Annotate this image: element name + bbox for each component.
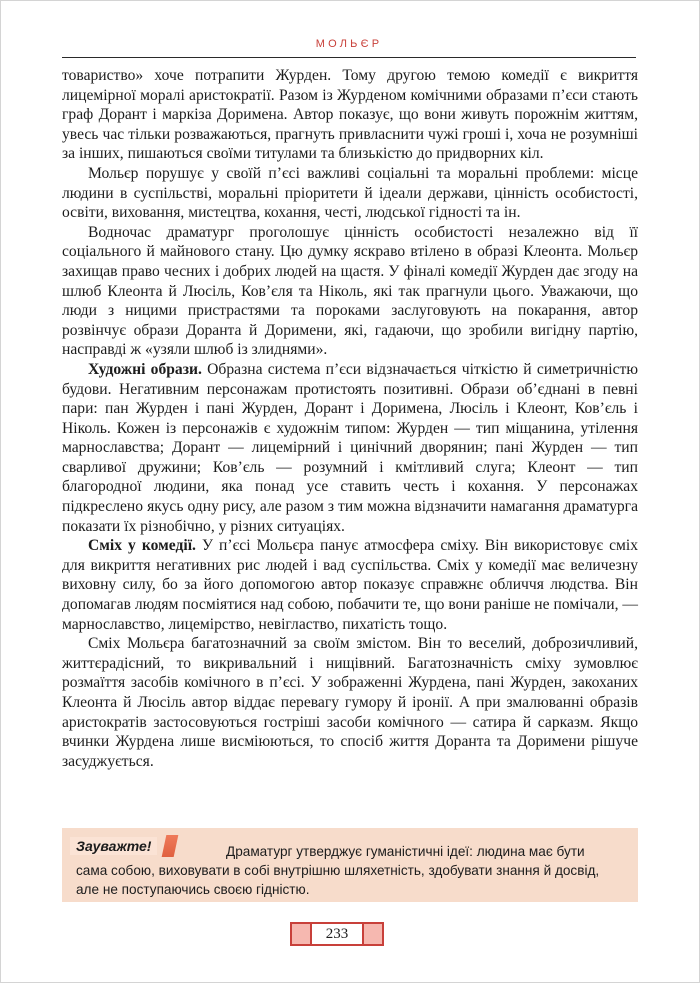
heading-laughter: Сміх у комедії. [88,537,196,555]
note-text: Драматург утверджує гуманістичні ідеї: людина має бути сама собою, виховувати в собі внутрішню шляхетність, здобувати знання й досвід, але не поступаючись своєю гідністю. [76,844,600,897]
paragraph-4 [62,360,638,536]
paragraph-2: Мольєр порушує у своїй п’єсі важливі соціальні та моральні проблеми: місце людини в суспільстві, моральні пріоритети й ідеали держави, цінність особистості, освіти, виховання, мистецтва, кохання, честі, людської гідності та ін. [62,164,638,222]
running-head: МОЛЬЄР [315,38,383,50]
heading-artistic-images: Художні образи. [88,360,202,378]
paragraph-6: Сміх Мольєра багатозначний за своїм змістом. Він то веселий, доброзичливий, життєрадісний, то викривальний і нищівний. Багатозначність сміху зумовлює розмаїття засобів комічного в п’єсі. У зображенні Журдена, пані Журден, закоханих Клеонта й Люсіль автор віддає перевагу гумору й іронії. А при змалюванні образів аристократів застосовуються гостріші засоби комічного — сатира й сарказм. Якщо вчинки Журдена лише висміюються, то спосіб життя Доранта та Доримени рішуче засуджується. [62,635,638,770]
paragraph-5-text: У п’єсі Мольєра панує атмосфера сміху. Він використовує сміх для викриття негативних рис людей і вад суспільства. Сміх у комедії має величезну виховну силу, бо за його допомогою автор показує справжнє обличчя людства. Він допомагав людям посміятися над собою, побачити те, що вони раніше не помічали, — марнославство, лицемірство, невігластво, пихатість тощо. [62,537,638,633]
paragraph-4-text: Образна система п’єси відзначається чіткістю й симетричністю будови. Негативним персонажам протистоять позитивні. Образи об’єднані в певні пари: пан Журден і пані Журден, Дорант і Доримена, Люсіль і Клеонт, Ков’єль і Ніколь. Кожен із персонажів є художнім типом: Журден — тип міщанина, утілення марнославства; Дорант — лицемірний і цинічний дворянин; пані Журден — тип сварливої дружини; Ков’єль — розумний і кмітливий слуга; Клеонт — тип благородної людини, яка понад усе ставить честь і кохання. У персонажах підкреслено якусь одну рису, але разом з тим можна відзначити намагання драматурга показати їх різнобічно, у різних ситуаціях. [62,360,639,535]
paragraph-1: товариство» хоче потрапити Журден. Тому другою темою комедії є викриття лицемірної моралі аристократії. Разом із Журденом комічними образами п’єси стають граф Дорант і маркіза Доримена. Автор показує, що вони живуть порожнім життям, увесь час тільки розважаються, прагнуть привласнити чужі гроші і, хоча не розумніші за інших, пишаються своїми титулами та близькістю до придворних кіл. [62,67,638,163]
paragraph-5 [62,536,638,634]
folio-right-block [362,922,384,946]
note-label: Зауважте! [70,837,157,855]
header-rule [62,57,636,58]
paragraph-3: Водночас драматург проголошує цінність особистості незалежно від її соціального й майнового стану. Цю думку яскраво втілено в образі Клеонта. Мольєр захищав право чесних і добрих людей на щастя. У фіналі комедії Журден дає згоду на шлюб Клеонта й Люсіль, Ков’єля та Ніколь, які так прагнули цього. Уважаючи, що люди з ницими пристрастями та пороками заслуговують на покарання, автор розвінчує образи Доранта й Доримени, які, гадаючи, що зробили вигідну партію, насправді ж «узяли шлюб із злиднями». [62,223,638,359]
body-text [62,66,638,771]
note-box [62,828,638,902]
page-number: 233 [312,922,362,946]
page-footer [290,922,384,946]
folio-left-block [290,922,312,946]
